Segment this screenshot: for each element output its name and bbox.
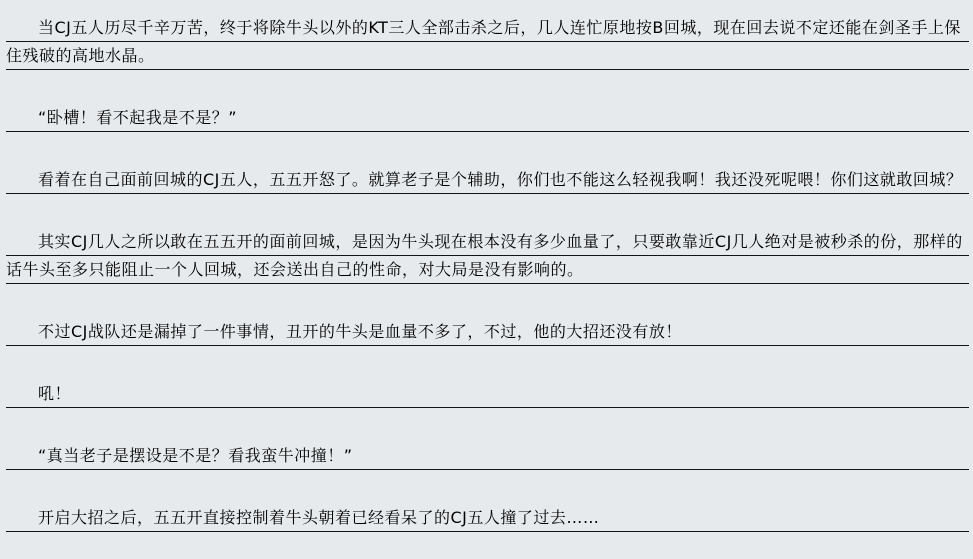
paragraph: 不过CJ战队还是漏掉了一件事情，丑开的牛头是血量不多了，不过，他的大招还没有放！ (6, 318, 969, 346)
paragraph: “真当老子是摆设是不是？看我蛮牛冲撞！” (6, 442, 969, 470)
paragraph: 看着在自己面前回城的CJ五人，五五开怒了。就算老子是个辅助，你们也不能这么轻视我啊！我还没死呢喂！你们这就敢回城？ (6, 166, 969, 194)
paragraph: “卧槽！看不起我是不是？” (6, 104, 969, 132)
paragraph: 吼！ (6, 380, 969, 408)
paragraph: 开启大招之后，五五开直接控制着牛头朝着已经看呆了的CJ五人撞了过去…… (6, 504, 969, 532)
paragraph: 其实CJ几人之所以敢在五五开的面前回城，是因为牛头现在根本没有多少血量了，只要敢靠近CJ几人绝对是被秒杀的份，那样的话牛头至多只能阻止一个人回城，还会送出自己的性命，对大局是没有影响的。 (6, 228, 969, 284)
paragraph: 当CJ五人历尽千辛万苦，终于将除牛头以外的KT三人全部击杀之后，几人连忙原地按B回城，现在回去说不定还能在剑圣手上保住残破的高地水晶。 (6, 14, 969, 70)
